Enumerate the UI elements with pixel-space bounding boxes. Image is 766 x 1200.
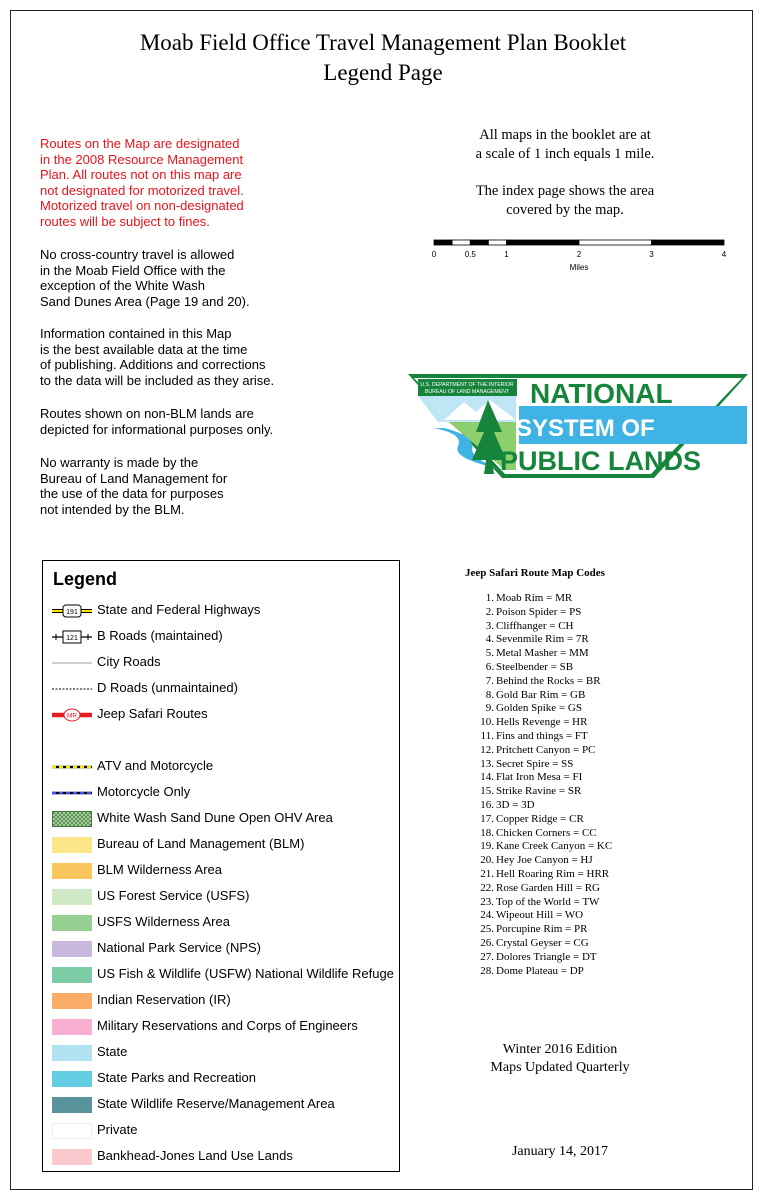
legend-item-label: Jeep Safari Routes xyxy=(97,706,208,721)
legend-item xyxy=(52,1017,397,1037)
note-line: not designated for motorized travel. xyxy=(40,182,244,198)
jeep-code-text: Pritchett Canyon = PC xyxy=(496,743,596,756)
jeep-code-item xyxy=(468,689,585,701)
legend-item-label: Private xyxy=(97,1122,138,1137)
jeep-code-text: Wipeout Hill = WO xyxy=(496,909,584,922)
scale-segment xyxy=(579,240,652,245)
legend-item xyxy=(52,601,397,621)
legend-item xyxy=(52,1069,397,1089)
jeep-code-text: Copper Ridge = CR xyxy=(496,812,584,825)
jeep-code-text: Flat Iron Mesa = FI xyxy=(496,771,583,784)
note-line: Plan. All routes not on this map are xyxy=(40,167,242,182)
legend-item xyxy=(52,861,397,881)
jeep-code-number: 13. xyxy=(480,757,494,770)
note-line: depicted for informational purposes only. xyxy=(40,421,274,437)
non-blm-note xyxy=(40,406,310,437)
state-wildlife-swatch xyxy=(52,1097,92,1113)
index-note-line: covered by the map. xyxy=(506,202,624,218)
legend-item xyxy=(52,809,397,829)
jeep-code-item xyxy=(468,771,582,783)
jeep-code-item xyxy=(468,909,583,921)
jeep-code-number: 9. xyxy=(485,702,494,715)
jeep-code-text: Secret Spire = SS xyxy=(496,757,574,770)
legend-item-label: B Roads (maintained) xyxy=(97,628,223,643)
legend-item xyxy=(52,991,397,1011)
legend-item-label: State xyxy=(97,1044,128,1059)
jeep-code-number: 16. xyxy=(480,799,494,811)
jeep-code-text: Hey Joe Canyon = HJ xyxy=(496,854,593,867)
jeep-code-number: 15. xyxy=(480,785,494,798)
usfs-wilderness-swatch xyxy=(52,915,92,931)
legend-item xyxy=(52,679,397,699)
jeep-code-number: 20. xyxy=(480,854,494,867)
note-line: routes will be subject to fines. xyxy=(40,213,210,229)
jeep-code-text: Dolores Triangle = DT xyxy=(496,950,597,963)
logo-public-lands: PUBLIC LANDS xyxy=(500,446,701,476)
scale-note-line: All maps in the booklet are at xyxy=(479,127,651,143)
legend-item-label: D Roads (unmaintained) xyxy=(97,680,238,695)
index-note xyxy=(430,182,700,220)
jeep-code-item xyxy=(468,840,612,852)
jeep-code-number: 2. xyxy=(485,605,494,618)
scale-tick-label: 0 xyxy=(431,250,437,259)
scale-tick-label: 1 xyxy=(504,250,509,259)
legend-item-label: State and Federal Highways xyxy=(97,602,261,617)
jeep-code-item xyxy=(468,730,588,742)
jeep-code-item xyxy=(468,965,584,977)
blm-wilderness-swatch xyxy=(52,863,92,879)
jeep-code-number: 11. xyxy=(480,730,494,742)
jeep-code-item xyxy=(468,702,582,714)
agency-line-2: BUREAU OF LAND MANAGEMENT xyxy=(424,389,510,395)
note-line: Sand Dunes Area (Page 19 and 20). xyxy=(40,293,250,309)
jeep-code-item xyxy=(468,813,584,825)
jeep-code-text: Steelbender = SB xyxy=(496,661,574,673)
scale-tick-label: 2 xyxy=(576,250,582,259)
jeep-code-number: 6. xyxy=(485,661,494,673)
highway-shield-number: 191 xyxy=(66,609,78,616)
motorcycle-only-line-icon xyxy=(52,785,92,801)
jeep-route-code: MR xyxy=(66,712,78,720)
state-parks-swatch xyxy=(52,1071,92,1087)
legend-item xyxy=(52,965,397,985)
ohv-area-hatch-icon xyxy=(52,811,92,827)
note-line: of publishing. Additions and corrections xyxy=(40,357,266,372)
legend-title: Legend xyxy=(53,569,118,589)
note-line: not intended by the BLM. xyxy=(40,501,185,517)
scale-tick-label: 0.5 xyxy=(464,250,476,259)
jeep-code-text: Gold Bar Rim = GB xyxy=(496,688,586,701)
jeep-code-item xyxy=(468,661,573,673)
legend-item xyxy=(52,1147,397,1167)
note-line: Routes shown on non-BLM lands are xyxy=(40,406,254,421)
jeep-code-number: 21. xyxy=(480,868,494,880)
jeep-code-text: 3D = 3D xyxy=(496,799,535,811)
page-subtitle: Legend Page xyxy=(323,60,443,85)
note-line: Information contained in this Map xyxy=(40,326,232,341)
private-swatch xyxy=(52,1123,92,1139)
legend-item-label: ATV and Motorcycle xyxy=(97,758,214,773)
b-road-shield-number: 121 xyxy=(66,635,78,642)
legend-item xyxy=(52,887,397,907)
jeep-code-item xyxy=(468,592,572,604)
jeep-code-text: Dome Plateau = DP xyxy=(496,964,584,977)
legend-item xyxy=(52,783,397,803)
legend-item-label: State Parks and Recreation xyxy=(97,1070,256,1085)
jeep-code-item xyxy=(468,675,601,687)
state-swatch xyxy=(52,1045,92,1061)
jeep-code-text: Strike Ravine = SR xyxy=(496,785,582,798)
jeep-code-number: 10. xyxy=(480,716,494,729)
jeep-code-number: 23. xyxy=(480,895,494,908)
legend-item-label: City Roads xyxy=(97,654,161,669)
scale-segment xyxy=(488,240,506,245)
jeep-code-item xyxy=(468,647,589,659)
atv-motorcycle-line-icon xyxy=(52,759,92,775)
usfw-swatch xyxy=(52,967,92,983)
edition-info xyxy=(440,1041,680,1077)
legend-item xyxy=(52,1095,397,1115)
jeep-code-number: 3. xyxy=(485,619,494,632)
legend-item-label: Bankhead-Jones Land Use Lands xyxy=(97,1148,293,1163)
jeep-code-number: 12. xyxy=(480,743,494,756)
jeep-code-text: Top of the World = TW xyxy=(496,895,600,908)
legend-item xyxy=(52,1121,397,1141)
note-line: No warranty is made by the xyxy=(40,455,199,470)
bankhead-jones-swatch xyxy=(52,1149,92,1165)
jeep-code-item xyxy=(468,827,597,839)
scale-segment xyxy=(652,240,725,245)
jeep-code-number: 25. xyxy=(480,923,494,936)
jeep-code-number: 24. xyxy=(480,909,494,922)
scale-segment xyxy=(470,240,488,245)
legend-item-label: USFS Wilderness Area xyxy=(97,914,230,929)
jeep-code-text: Moab Rim = MR xyxy=(496,592,573,604)
legend-item xyxy=(52,627,397,647)
scale-segment xyxy=(507,240,580,245)
jeep-code-item xyxy=(468,744,595,756)
edition-line: Winter 2016 Edition xyxy=(502,1042,618,1057)
jeep-code-text: Sevenmile Rim = 7R xyxy=(496,633,589,646)
index-note-line: The index page shows the area xyxy=(475,183,655,199)
cross-country-note xyxy=(40,247,310,309)
note-line: in the Moab Field Office with the xyxy=(40,262,226,278)
legend-item-label: Indian Reservation (IR) xyxy=(97,992,231,1007)
blm-swatch xyxy=(52,837,92,853)
legend-item-label: Motorcycle Only xyxy=(97,784,191,799)
page-title: Moab Field Office Travel Management Plan Booklet xyxy=(139,30,627,55)
highway-shield-icon xyxy=(52,603,92,619)
legend-item-label: BLM Wilderness Area xyxy=(97,862,222,877)
scale-note xyxy=(430,126,700,164)
legend-item-label: State Wildlife Reserve/Management Area xyxy=(97,1096,335,1111)
jeep-code-number: 14. xyxy=(480,771,494,784)
legend-item xyxy=(52,1043,397,1063)
designation-note xyxy=(40,136,310,229)
jeep-code-item xyxy=(468,951,597,963)
jeep-safari-route-icon xyxy=(52,707,92,723)
jeep-code-number: 4. xyxy=(485,633,494,646)
scale-note-line: a scale of 1 inch equals 1 mile. xyxy=(475,146,655,162)
jeep-code-item xyxy=(468,882,600,894)
agency-line-1: U.S. DEPARTMENT OF THE INTERIOR xyxy=(420,382,514,388)
jeep-code-number: 26. xyxy=(480,937,494,949)
usfs-swatch xyxy=(52,889,92,905)
note-line: exception of the White Wash xyxy=(40,278,205,293)
information-note xyxy=(40,326,310,388)
legend-item xyxy=(52,705,397,725)
legend-item-label: US Fish & Wildlife (USFW) National Wildlife Refuge xyxy=(97,966,394,981)
jeep-code-number: 18. xyxy=(480,826,494,839)
note-line: to the data will be included as they arise. xyxy=(40,372,275,388)
legend-item xyxy=(52,757,397,777)
jeep-code-number: 5. xyxy=(485,647,494,660)
jeep-code-text: Kane Creek Canyon = KC xyxy=(496,840,613,853)
national-system-of-public-lands-logo xyxy=(404,370,752,482)
jeep-code-text: Metal Masher = MM xyxy=(496,647,589,660)
jeep-code-number: 27. xyxy=(480,950,494,963)
jeep-code-item xyxy=(468,854,593,866)
military-swatch xyxy=(52,1019,92,1035)
legend-item xyxy=(52,939,397,959)
scale-tick-label: 4 xyxy=(721,250,727,259)
note-line: Motorized travel on non-designated xyxy=(40,198,244,213)
jeep-code-number: 1. xyxy=(485,592,494,604)
legend-item-label: National Park Service (NPS) xyxy=(97,940,261,955)
jeep-code-text: Poison Spider = PS xyxy=(496,605,582,618)
scale-unit-label: Miles xyxy=(569,263,589,272)
scale-tick-label: 3 xyxy=(649,250,654,259)
jeep-code-item xyxy=(468,937,589,949)
legend-item xyxy=(52,653,397,673)
jeep-code-item xyxy=(468,606,581,618)
note-line: Bureau of Land Management for xyxy=(40,470,228,486)
b-road-shield-icon xyxy=(52,629,92,645)
note-line: Routes on the Map are designated xyxy=(40,136,240,151)
jeep-code-item xyxy=(468,716,587,728)
jeep-code-number: 22. xyxy=(480,881,494,894)
d-road-dashed-line-icon xyxy=(52,681,92,697)
jeep-code-text: Porcupine Rim = PR xyxy=(496,923,588,936)
jeep-code-item xyxy=(468,896,599,908)
jeep-code-text: Golden Spike = GS xyxy=(496,702,582,715)
legend-item-label: Bureau of Land Management (BLM) xyxy=(97,836,305,851)
jeep-code-number: 28. xyxy=(480,964,494,977)
logo-national: NATIONAL xyxy=(530,378,673,409)
jeep-code-item xyxy=(468,620,574,632)
jeep-codes-title: Jeep Safari Route Map Codes xyxy=(465,567,605,579)
jeep-code-text: Fins and things = FT xyxy=(496,730,588,742)
jeep-code-number: 19. xyxy=(480,840,494,853)
jeep-code-text: Cliffhanger = CH xyxy=(496,619,574,632)
jeep-code-item xyxy=(468,923,587,935)
jeep-code-item xyxy=(468,633,589,645)
jeep-code-number: 7. xyxy=(485,674,494,687)
jeep-code-text: Rose Garden Hill = RG xyxy=(496,881,600,894)
scale-segment xyxy=(452,240,470,245)
jeep-code-item xyxy=(468,868,609,880)
note-line: is the best available data at the time xyxy=(40,341,248,357)
jeep-code-text: Crystal Geyser = CG xyxy=(496,937,589,949)
legend-item-label: US Forest Service (USFS) xyxy=(97,888,250,903)
logo-system-of: SYSTEM OF xyxy=(516,415,655,442)
legend-item-label: White Wash Sand Dune Open OHV Area xyxy=(97,810,333,825)
legend-item xyxy=(52,913,397,933)
note-line: in the 2008 Resource Management xyxy=(40,151,244,167)
nps-swatch xyxy=(52,941,92,957)
jeep-code-text: Hell Roaring Rim = HRR xyxy=(496,868,610,880)
warranty-note xyxy=(40,455,310,517)
scale-segment xyxy=(434,240,452,245)
indian-reservation-swatch xyxy=(52,993,92,1009)
legend-item xyxy=(52,835,397,855)
jeep-code-text: Hells Revenge = HR xyxy=(496,716,588,729)
note-line: No cross-country travel is allowed xyxy=(40,247,235,262)
legend-item-label: Military Reservations and Corps of Engineers xyxy=(97,1018,358,1033)
jeep-code-number: 17. xyxy=(480,812,494,825)
city-road-line-icon xyxy=(52,655,92,671)
scale-bar xyxy=(428,236,738,278)
jeep-code-item xyxy=(468,785,581,797)
jeep-code-number: 8. xyxy=(485,688,494,701)
note-line: the use of the data for purposes xyxy=(40,486,224,501)
jeep-code-item xyxy=(468,758,573,770)
jeep-code-item xyxy=(468,799,535,811)
jeep-code-text: Chicken Corners = CC xyxy=(496,826,597,839)
publication-date: January 14, 2017 xyxy=(511,1144,609,1159)
update-line: Maps Updated Quarterly xyxy=(490,1060,630,1075)
jeep-code-text: Behind the Rocks = BR xyxy=(496,674,601,687)
